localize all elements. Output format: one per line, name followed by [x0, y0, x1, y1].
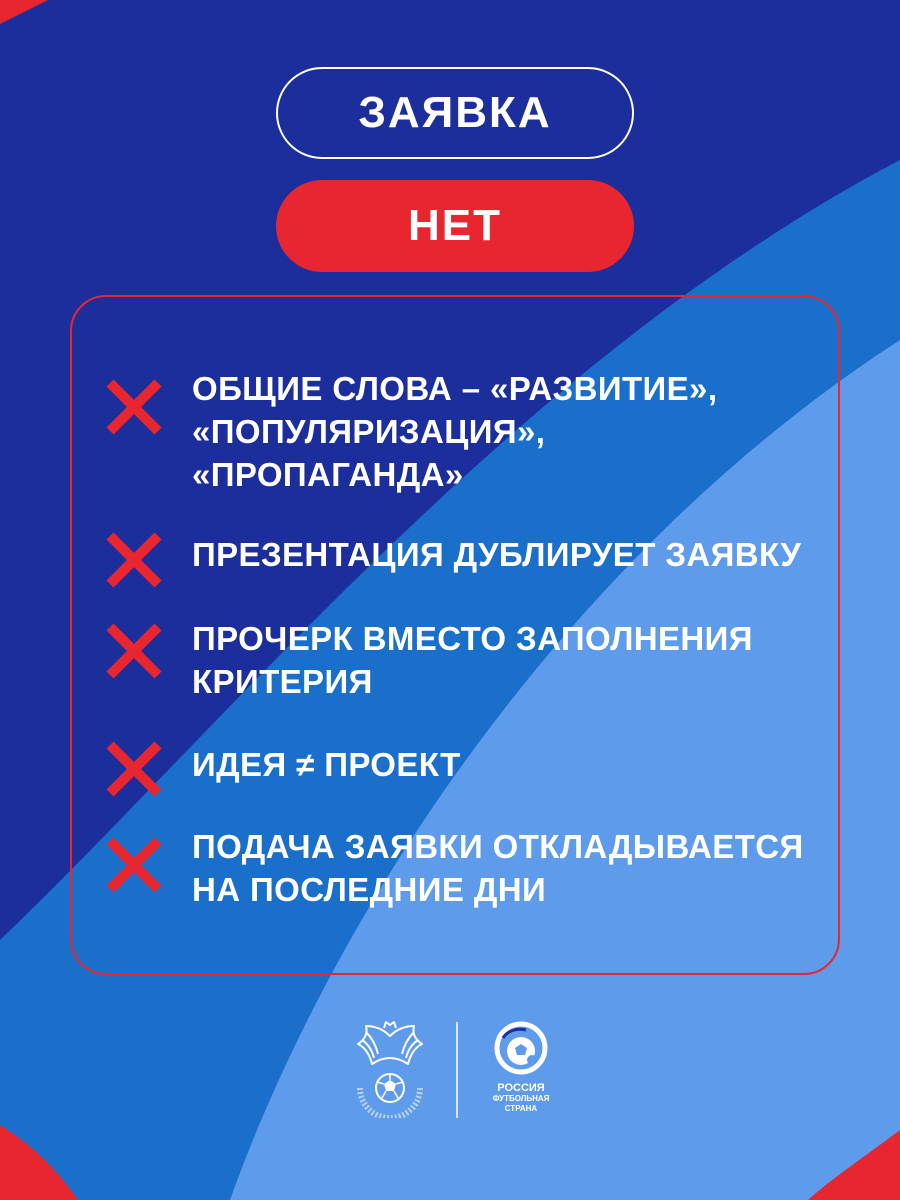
country-logo [478, 1020, 568, 1120]
cross-icon [104, 835, 164, 895]
list-item-text: ПРОЧЕРК ВМЕСТО ЗАПОЛНЕНИЯ КРИТЕРИЯ [192, 620, 753, 700]
mistakes-card [70, 295, 840, 975]
cross-icon [104, 377, 164, 437]
country-logo-line1: РОССИЯ [497, 1082, 545, 1094]
country-logo-line2: ФУТБОЛЬНАЯ [492, 1094, 550, 1103]
list-item-text: ПРЕЗЕНТАЦИЯ ДУБЛИРУЕТ ЗАЯВКУ [192, 536, 802, 573]
football-country-icon [478, 1020, 564, 1082]
logo-divider [456, 1022, 458, 1118]
cross-icon [104, 621, 164, 681]
footer-logos [350, 1018, 570, 1118]
title-pill: ЗАЯВКА [276, 67, 634, 159]
list-item-text: ИДЕЯ ≠ ПРОЕКТ [192, 746, 461, 783]
rfs-logo [350, 1018, 430, 1118]
country-logo-text [478, 1082, 564, 1114]
country-logo-line3: СТРАНА [504, 1104, 538, 1113]
cross-icon [104, 739, 164, 799]
list-item-text: ОБЩИЕ СЛОВА – «РАЗВИТИЕ», «ПОПУЛЯРИЗАЦИЯ», «ПРОПАГАНДА» [192, 370, 718, 493]
list-item-text: ПОДАЧА ЗАЯВКИ ОТКЛАДЫВАЕТСЯ НА ПОСЛЕДНИЕ ДНИ [192, 828, 804, 908]
eagle-emblem-icon [350, 1018, 430, 1118]
cross-icon [104, 530, 164, 590]
no-badge: НЕТ [276, 180, 634, 272]
